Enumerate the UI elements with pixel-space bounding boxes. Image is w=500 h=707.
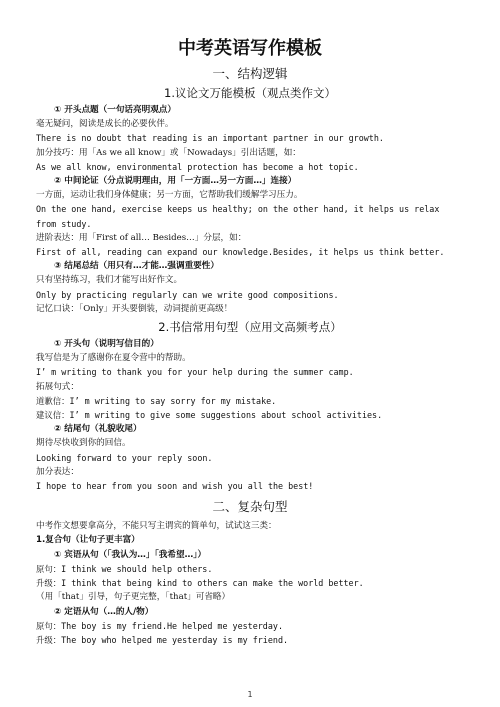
text-line: 加分技巧：用「As we all know」或「Nowadays」引出话题，如：: [36, 147, 301, 158]
text-line: 道歉信：I’ m writing to say sorry for my mistake.: [36, 395, 277, 406]
part1-heading: 1.议论文万能模板（观点类作文）: [164, 86, 336, 100]
text-line: （用「that」引导，句子更完整，「that」可省略）: [36, 592, 231, 603]
subheading-line: ① 宾语从句（「我认为…」「我希望…」）: [54, 549, 207, 560]
text-line: 中考作文想要拿高分，不能只写主谓宾的简单句，试试这三类：: [36, 521, 277, 532]
text-line: 记忆口诀：「Only」开头要倒装，动词提前更高级！: [36, 303, 233, 314]
subheading-line: ① 开头点题（一句话亮明观点）: [54, 105, 176, 115]
section2-body: [36, 519, 464, 647]
section2-heading: 二、复杂句型: [212, 499, 288, 515]
text-line: 我写信是为了感谢你在夏令营中的帮助。: [36, 353, 191, 364]
document-title: 中考英语写作模板: [178, 38, 322, 59]
text-line: Looking forward to your reply soon.: [36, 452, 213, 463]
part1-body: [36, 103, 464, 316]
text-line: 升级：I think that being kind to others can make the world better.: [36, 578, 364, 589]
text-line: There is no doubt that reading is an important partner in our growth.: [36, 133, 384, 144]
text-line: On the one hand, exercise keeps us healthy; on the other hand, it helps us relax from study.: [36, 204, 440, 229]
text-line: 加分表达：: [36, 466, 79, 477]
text-line: I hope to hear from you soon and wish you all the best!: [36, 481, 314, 492]
subheading-line: ② 结尾句（礼貌收尾）: [54, 424, 142, 435]
text-line: As we all know, environmental protection has become a hot topic.: [36, 161, 359, 172]
text-line: 期待尽快收到你的回信。: [36, 438, 131, 449]
text-line: 升级：The boy who helped me yesterday is my friend.: [36, 634, 289, 645]
subheading-line: ① 开头句（说明写信目的）: [54, 339, 159, 350]
subheading-line: ② 中间论证（分点说明理由，用「一方面…另一方面…」连接）: [54, 176, 297, 187]
text-line: 进阶表达：用「First of all… Besides…」分层，如：: [36, 232, 247, 243]
page-number: 1: [247, 690, 253, 699]
text-line: 一方面，运动让我们身体健康；另一方面，它帮助我们缓解学习压力。: [36, 190, 303, 201]
text-line: First of all, reading can expand our knowledge.Besides, it helps us think better.: [36, 247, 445, 258]
text-line: 毫无疑问，阅读是成长的必要伙伴。: [36, 119, 174, 130]
section1-heading: 一、结构逻辑: [212, 66, 288, 81]
text-line: Only by practicing regularly can we write good compositions.: [36, 289, 339, 300]
subheading-line: ② 定语从句（…的人/物）: [54, 606, 154, 617]
text-line: 建议信：I’ m writing to give some suggestions about school activities.: [36, 410, 383, 421]
text-line: 拓展句式：: [36, 381, 79, 392]
text-line: 原句：The boy is my friend.He helped me yesterday.: [36, 620, 283, 631]
part2-heading: 2.书信常用句型（应用文高频考点）: [158, 320, 342, 335]
subheading-line: ③ 结尾总结（用只有…才能…强调重要性）: [54, 261, 219, 272]
text-line: I’ m writing to thank you for your help during the summer camp.: [36, 367, 354, 378]
subheading-line: 1.复合句（让句子更丰富）: [36, 535, 140, 546]
text-line: 原句：I think we should help others.: [36, 563, 213, 574]
part2-body: [36, 337, 464, 493]
text-line: 只有坚持练习，我们才能写出好作文。: [36, 275, 183, 286]
